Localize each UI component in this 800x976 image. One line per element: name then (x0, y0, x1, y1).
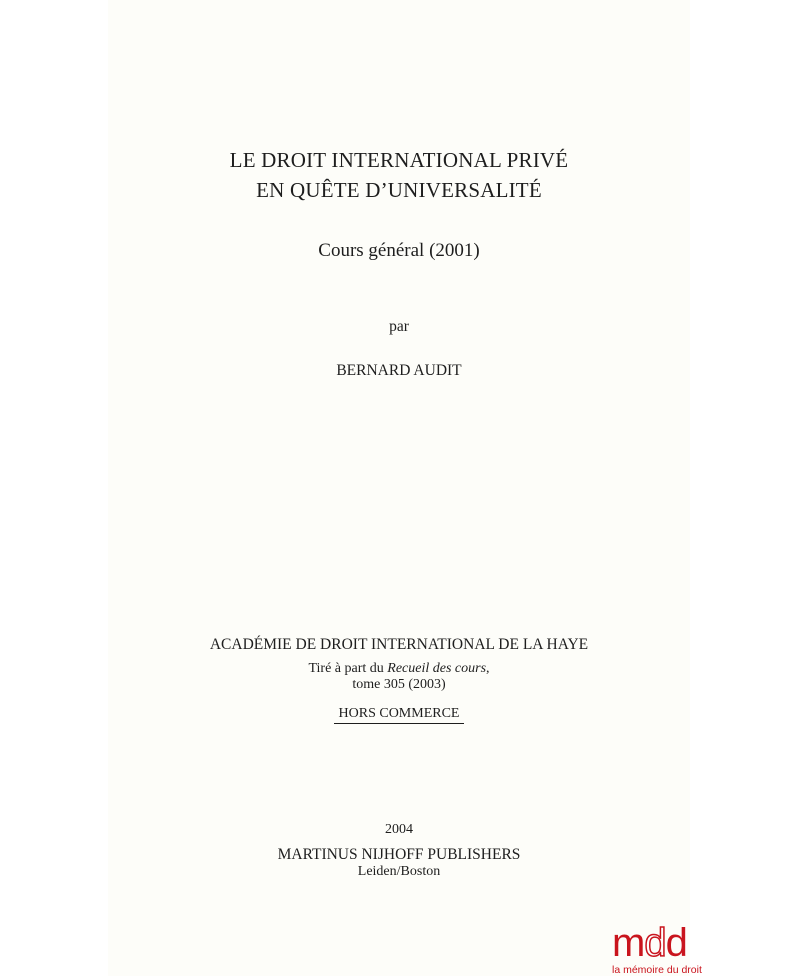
author-name: BERNARD AUDIT (336, 362, 462, 379)
offprint-series: Recueil des cours (387, 661, 487, 676)
by-word: par (389, 318, 409, 335)
title-page (108, 0, 690, 976)
logo-tagline: la mémoire du droit (612, 964, 702, 976)
publication-year: 2004 (385, 822, 413, 837)
book-title-line-1: LE DROIT INTERNATIONAL PRIVÉ (229, 148, 569, 172)
publisher-place: Leiden/Boston (357, 864, 441, 879)
mdd-logo (612, 921, 792, 976)
logo-letters: mdd (612, 921, 687, 965)
hors-commerce-line (108, 706, 690, 724)
offprint-prefix: Tiré à part du (308, 661, 388, 676)
academy-name: ACADÉMIE DE DROIT INTERNATIONAL DE LA HAYE (209, 636, 589, 653)
book-title-line-2: EN QUÊTE D’UNIVERSALITÉ (256, 178, 542, 202)
volume-info: tome 305 (2003) (352, 677, 446, 692)
offprint-suffix: , (486, 661, 490, 676)
course-subtitle: Cours général (2001) (318, 240, 480, 261)
offprint-note (108, 661, 690, 677)
publisher-name: MARTINUS NIJHOFF PUBLISHERS (277, 846, 521, 863)
hors-commerce-label: HORS COMMERCE (334, 706, 465, 724)
